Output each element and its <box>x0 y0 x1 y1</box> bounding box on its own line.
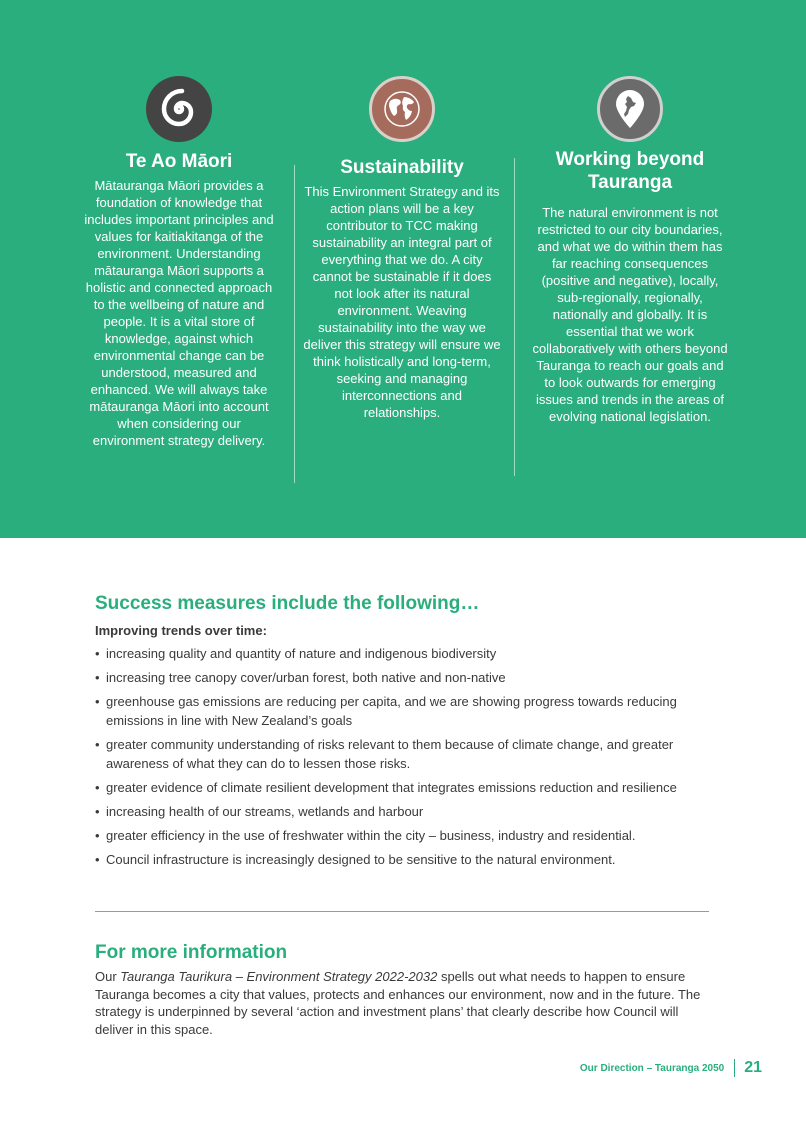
column-divider <box>514 158 515 476</box>
footer-divider <box>734 1059 735 1077</box>
more-info-text-start: Our <box>95 969 121 984</box>
column-title: Te Ao Māori <box>125 151 233 172</box>
success-measures-list <box>95 644 725 874</box>
list-item: • greater efficiency in the use of freshwater within the city – business, industry and residential. <box>95 826 725 845</box>
improving-trends-subheading: Improving trends over time: <box>95 623 267 638</box>
koru-spiral-icon <box>146 76 212 142</box>
working-beyond-tauranga-column <box>530 76 730 425</box>
list-item: • Council infrastructure is increasingly designed to be sensitive to the natural environment. <box>95 850 725 869</box>
column-divider <box>294 165 295 483</box>
column-text: Mātauranga Māori provides a foundation of knowledge that includes important principles and values for kaitiakitanga of the environment. Understanding mātauranga Māori supports a holistic and connected approach to the wellbeing of nature and people. It is a vital store of knowledge, against which environmental change can be understood, measured and enhanced. We will always take mātauranga Māori into account when considering our environment strategy delivery. <box>84 178 274 448</box>
sustainability-column <box>302 76 502 421</box>
strategy-document-title: Tauranga Taurikura – Environment Strategy 2022-2032 <box>120 969 438 984</box>
page-footer <box>580 1059 762 1077</box>
list-item: • increasing tree canopy cover/urban forest, both native and non-native <box>95 668 725 687</box>
column-title: Working beyond Tauranga <box>555 149 705 193</box>
list-item: • greenhouse gas emissions are reducing per capita, and we are showing progress towards reducing emissions in line with New Zealand’s goals <box>95 692 725 730</box>
more-information-text <box>95 968 715 1038</box>
page-number: 21 <box>744 1059 762 1076</box>
column-title: Sustainability <box>340 157 464 178</box>
list-item: • increasing health of our streams, wetlands and harbour <box>95 802 725 821</box>
column-text: The natural environment is not restricted to our city boundaries, and what we do within them has far reaching consequences (positive and negative), locally, sub-regionally, regionally, nationally and globally. It is essential that we work collaboratively with others beyond Tauranga to reach our goals and to look outwards for emerging issues and trends in the areas of evolving national legislation. <box>532 205 728 424</box>
footer-section-label: Our Direction – Tauranga 2050 <box>579 1062 725 1074</box>
more-info-text-end: spells out what needs to happen to ensure Tauranga becomes a city that values, protects and enhances our environment, now and in the future. The strategy is underpinned by several ‘action and investment plans’ that clearly describe how Council will deliver in this space. <box>95 969 701 1037</box>
list-item: • greater evidence of climate resilient development that integrates emissions reduction and resilience <box>95 778 725 797</box>
list-item: • greater community understanding of risks relevant to them because of climate change, and greater awareness of what they can do to lessen those risks. <box>95 735 725 773</box>
list-item: • increasing quality and quantity of nature and indigenous biodiversity <box>95 644 725 663</box>
nz-map-pin-icon <box>597 76 663 142</box>
column-text: This Environment Strategy and its action plans will be a key contributor to TCC making sustainability an integral part of everything that we do. A city cannot be sustainable if it does not look after its natural environment. Weaving sustainability into the way we deliver this strategy will ensure we think holistically and long-term, seeking and managing interconnections and relationships. <box>303 184 501 420</box>
more-information-heading: For more information <box>95 942 288 963</box>
section-divider <box>95 911 709 912</box>
te-ao-maori-column <box>80 76 278 449</box>
success-measures-heading: Success measures include the following… <box>95 593 480 614</box>
globe-icon <box>369 76 435 142</box>
